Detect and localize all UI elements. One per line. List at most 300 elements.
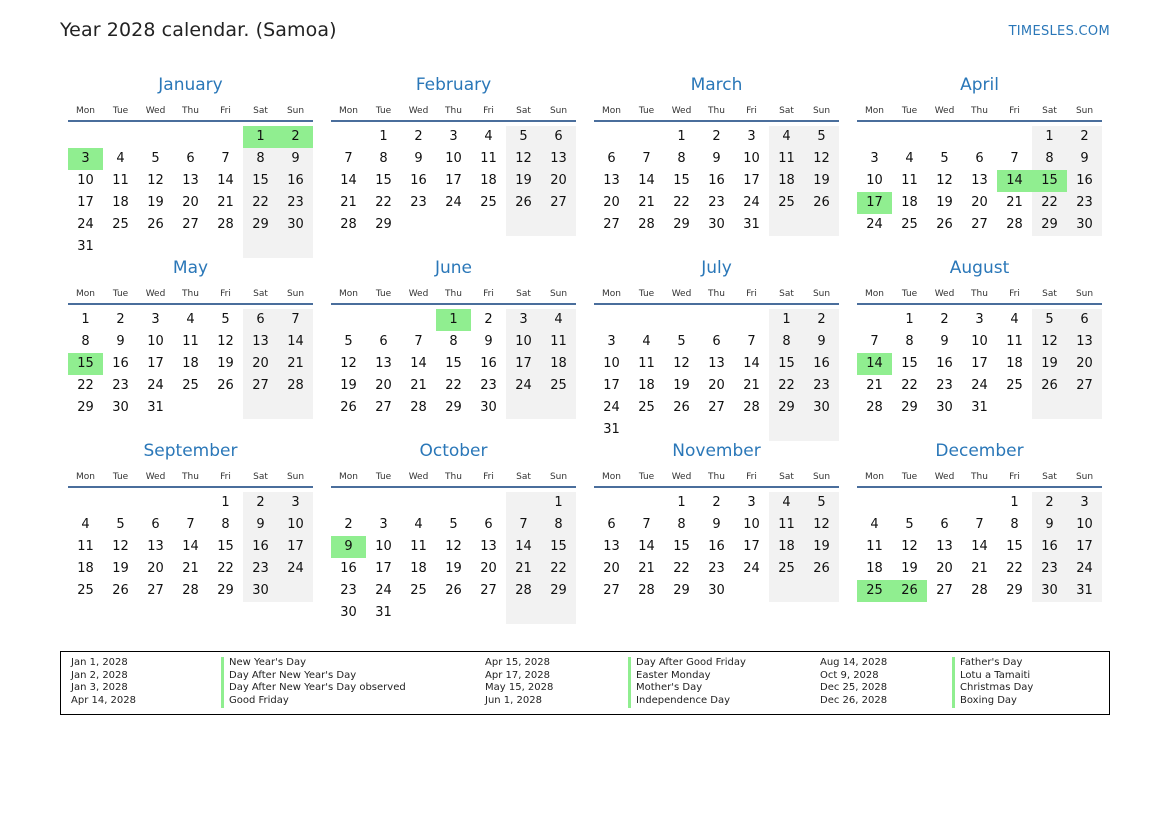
- empty-cell: [138, 126, 173, 148]
- day-cell: 24: [1067, 558, 1102, 580]
- weekday-label: Wed: [671, 106, 692, 116]
- empty-cell: [436, 492, 471, 514]
- day-grid: [68, 126, 313, 258]
- day-cell: 17: [445, 173, 462, 188]
- day-cell: 17: [743, 173, 760, 188]
- empty-cell: [769, 580, 804, 602]
- day-cell: 30: [708, 217, 725, 232]
- day-cell: 9: [1067, 148, 1102, 170]
- day-cell: 24: [506, 375, 541, 397]
- day-cell: 11: [1006, 334, 1023, 349]
- day-cell: 29: [673, 583, 690, 598]
- day-cell: 20: [182, 195, 199, 210]
- day-cell: 1: [541, 492, 576, 514]
- empty-cell: [208, 126, 243, 148]
- weekday-label: Sun: [549, 289, 568, 299]
- month-july: [594, 258, 839, 441]
- month-august: [857, 258, 1102, 441]
- day-cell: 23: [340, 583, 357, 598]
- weekday-label: Fri: [746, 106, 757, 116]
- day-cell: 12: [217, 334, 234, 349]
- day-cell: 17: [1067, 536, 1102, 558]
- day-cell: 10: [506, 331, 541, 353]
- day-cell: 19: [936, 195, 953, 210]
- legend-holiday-name: Day After New Year's Day: [221, 670, 406, 683]
- day-cell: 7: [186, 517, 195, 532]
- day-cell: 27: [541, 192, 576, 214]
- month-name: October: [419, 441, 488, 461]
- day-cell: 20: [147, 561, 164, 576]
- day-grid: [331, 309, 576, 441]
- day-cell: 18: [410, 561, 427, 576]
- weekday-label: Sat: [1042, 472, 1057, 482]
- day-cell: 31: [147, 400, 164, 415]
- month-november: [594, 441, 839, 624]
- empty-cell: [278, 236, 313, 258]
- day-cell: 29: [769, 397, 804, 419]
- weekday-label: Sat: [253, 289, 268, 299]
- empty-cell: [138, 492, 173, 514]
- day-cell: 26: [804, 558, 839, 580]
- holiday-day-cell: 14: [997, 170, 1032, 192]
- empty-cell: [471, 602, 506, 624]
- weekday-header: [331, 284, 576, 305]
- day-cell: 15: [375, 173, 392, 188]
- weekday-label: Mon: [339, 472, 358, 482]
- weekday-label: Wed: [934, 289, 955, 299]
- day-cell: 12: [673, 356, 690, 371]
- day-cell: 24: [375, 583, 392, 598]
- day-cell: 28: [182, 583, 199, 598]
- day-cell: 2: [712, 495, 721, 510]
- weekday-label: Thu: [445, 106, 462, 116]
- day-cell: 4: [769, 126, 804, 148]
- month-june: [331, 258, 576, 441]
- weekday-label: Tue: [901, 472, 918, 482]
- day-cell: 24: [77, 217, 94, 232]
- weekday-label: Mon: [865, 289, 884, 299]
- weekday-label: Thu: [708, 106, 725, 116]
- weekday-label: Tue: [375, 472, 392, 482]
- day-cell: 18: [901, 195, 918, 210]
- day-cell: 30: [480, 400, 497, 415]
- day-grid: [68, 492, 313, 624]
- day-cell: 17: [506, 353, 541, 375]
- weekday-label: Sun: [286, 289, 305, 299]
- day-cell: 10: [743, 517, 760, 532]
- day-cell: 30: [708, 583, 725, 598]
- day-cell: 1: [81, 312, 90, 327]
- day-cell: 19: [217, 356, 234, 371]
- day-cell: 20: [480, 561, 497, 576]
- day-cell: 4: [186, 312, 195, 327]
- day-cell: 6: [541, 126, 576, 148]
- weekday-label: Fri: [1009, 289, 1020, 299]
- empty-cell: [629, 126, 664, 148]
- weekday-label: Wed: [408, 289, 429, 299]
- day-cell: 31: [971, 400, 988, 415]
- day-cell: 18: [769, 536, 804, 558]
- weekday-label: Fri: [483, 289, 494, 299]
- legend-holiday-name: Easter Monday: [628, 670, 746, 683]
- day-cell: 5: [116, 517, 125, 532]
- weekday-label: Thu: [971, 106, 988, 116]
- day-cell: 21: [410, 378, 427, 393]
- empty-cell: [471, 214, 506, 236]
- day-cell: 1: [769, 309, 804, 331]
- day-cell: 9: [712, 151, 721, 166]
- empty-cell: [278, 580, 313, 602]
- holiday-day-cell: 2: [278, 126, 313, 148]
- day-cell: 27: [480, 583, 497, 598]
- day-cell: 7: [414, 334, 423, 349]
- day-cell: 21: [638, 561, 655, 576]
- day-cell: 28: [278, 375, 313, 397]
- day-cell: 17: [278, 536, 313, 558]
- day-cell: 13: [1067, 331, 1102, 353]
- empty-cell: [243, 397, 278, 419]
- day-cell: 5: [344, 334, 353, 349]
- day-cell: 5: [804, 126, 839, 148]
- day-cell: 15: [673, 539, 690, 554]
- day-cell: 26: [673, 400, 690, 415]
- day-cell: 23: [708, 561, 725, 576]
- day-cell: 4: [116, 151, 125, 166]
- day-cell: 5: [677, 334, 686, 349]
- day-cell: 23: [410, 195, 427, 210]
- day-cell: 8: [769, 331, 804, 353]
- day-cell: 22: [77, 378, 94, 393]
- day-cell: 9: [712, 517, 721, 532]
- weekday-label: Fri: [1009, 472, 1020, 482]
- day-cell: 23: [243, 558, 278, 580]
- day-cell: 24: [743, 561, 760, 576]
- day-cell: 12: [901, 539, 918, 554]
- day-cell: 24: [603, 400, 620, 415]
- day-cell: 16: [480, 356, 497, 371]
- weekday-label: Wed: [934, 106, 955, 116]
- day-cell: 27: [243, 375, 278, 397]
- weekday-label: Fri: [746, 472, 757, 482]
- day-cell: 6: [243, 309, 278, 331]
- holiday-day-cell: 9: [331, 536, 366, 558]
- day-cell: 25: [112, 217, 129, 232]
- day-cell: 26: [1032, 375, 1067, 397]
- day-cell: 21: [743, 378, 760, 393]
- day-cell: 27: [603, 217, 620, 232]
- day-cell: 4: [769, 492, 804, 514]
- weekday-label: Wed: [671, 289, 692, 299]
- day-cell: 6: [940, 517, 949, 532]
- day-cell: 6: [975, 151, 984, 166]
- weekday-label: Fri: [1009, 106, 1020, 116]
- weekday-label: Mon: [602, 289, 621, 299]
- month-name: April: [960, 75, 999, 95]
- day-cell: 5: [804, 492, 839, 514]
- weekday-header: [857, 101, 1102, 122]
- weekday-label: Tue: [638, 289, 655, 299]
- day-cell: 30: [112, 400, 129, 415]
- weekday-label: Thu: [971, 289, 988, 299]
- day-cell: 11: [901, 173, 918, 188]
- holiday-day-cell: 14: [857, 353, 892, 375]
- weekday-label: Tue: [375, 106, 392, 116]
- weekday-label: Sun: [1075, 106, 1094, 116]
- legend-holiday-name: Day After Good Friday: [628, 657, 746, 670]
- legend-name-column: [628, 657, 746, 708]
- day-cell: 7: [221, 151, 230, 166]
- weekday-label: Mon: [602, 106, 621, 116]
- day-cell: 20: [936, 561, 953, 576]
- day-cell: 12: [804, 514, 839, 536]
- holiday-day-cell: 17: [857, 192, 892, 214]
- month-name: September: [143, 441, 238, 461]
- day-cell: 18: [638, 378, 655, 393]
- day-cell: 22: [375, 195, 392, 210]
- empty-cell: [401, 492, 436, 514]
- weekday-label: Wed: [934, 472, 955, 482]
- empty-cell: [857, 309, 892, 331]
- weekday-label: Tue: [638, 472, 655, 482]
- day-cell: 20: [375, 378, 392, 393]
- day-cell: 16: [804, 353, 839, 375]
- legend-date: Jan 1, 2028: [71, 657, 128, 668]
- day-cell: 22: [1032, 192, 1067, 214]
- day-cell: 13: [603, 173, 620, 188]
- weekday-header: [68, 467, 313, 488]
- day-cell: 17: [375, 561, 392, 576]
- day-cell: 31: [77, 239, 94, 254]
- day-cell: 20: [1067, 353, 1102, 375]
- empty-cell: [962, 492, 997, 514]
- day-cell: 17: [603, 378, 620, 393]
- day-cell: 18: [541, 353, 576, 375]
- day-cell: 2: [344, 517, 353, 532]
- day-cell: 16: [112, 356, 129, 371]
- day-cell: 13: [603, 539, 620, 554]
- weekday-header: [331, 467, 576, 488]
- day-cell: 30: [1032, 580, 1067, 602]
- empty-cell: [401, 602, 436, 624]
- weekday-label: Wed: [671, 472, 692, 482]
- day-cell: 9: [804, 331, 839, 353]
- empty-cell: [471, 492, 506, 514]
- weekday-header: [68, 284, 313, 305]
- day-cell: 26: [112, 583, 129, 598]
- weekday-header: [857, 467, 1102, 488]
- legend-date: Aug 14, 2028: [820, 657, 888, 668]
- day-cell: 22: [541, 558, 576, 580]
- weekday-label: Sun: [812, 106, 831, 116]
- day-cell: 22: [901, 378, 918, 393]
- weekday-label: Mon: [339, 289, 358, 299]
- legend-holiday-name: Independence Day: [628, 695, 746, 708]
- day-cell: 15: [1006, 539, 1023, 554]
- empty-cell: [173, 126, 208, 148]
- day-cell: 2: [940, 312, 949, 327]
- day-cell: 27: [147, 583, 164, 598]
- weekday-label: Sat: [779, 472, 794, 482]
- day-cell: 28: [506, 580, 541, 602]
- day-cell: 21: [866, 378, 883, 393]
- day-cell: 13: [147, 539, 164, 554]
- day-cell: 1: [379, 129, 388, 144]
- day-cell: 9: [243, 514, 278, 536]
- day-cell: 25: [1006, 378, 1023, 393]
- day-cell: 13: [182, 173, 199, 188]
- holiday-day-cell: 1: [436, 309, 471, 331]
- weekday-label: Tue: [112, 106, 129, 116]
- site-link[interactable]: TIMESLES.COM: [1008, 24, 1110, 39]
- empty-cell: [331, 126, 366, 148]
- day-cell: 10: [375, 539, 392, 554]
- empty-cell: [892, 126, 927, 148]
- day-cell: 21: [278, 353, 313, 375]
- empty-cell: [892, 492, 927, 514]
- day-cell: 31: [743, 217, 760, 232]
- day-cell: 12: [804, 148, 839, 170]
- empty-cell: [506, 214, 541, 236]
- holiday-day-cell: 15: [1032, 170, 1067, 192]
- day-cell: 28: [638, 217, 655, 232]
- day-cell: 25: [77, 583, 94, 598]
- empty-cell: [629, 309, 664, 331]
- empty-cell: [804, 419, 839, 441]
- day-cell: 29: [445, 400, 462, 415]
- day-cell: 26: [936, 217, 953, 232]
- empty-cell: [366, 492, 401, 514]
- day-cell: 17: [743, 539, 760, 554]
- weekday-label: Tue: [901, 106, 918, 116]
- legend-name-column: [221, 657, 406, 708]
- empty-cell: [103, 126, 138, 148]
- day-cell: 31: [375, 605, 392, 620]
- day-grid: [331, 492, 576, 624]
- empty-cell: [243, 236, 278, 258]
- day-cell: 30: [243, 580, 278, 602]
- empty-cell: [997, 126, 1032, 148]
- day-cell: 5: [905, 517, 914, 532]
- day-grid: [594, 492, 839, 624]
- day-cell: 12: [112, 539, 129, 554]
- day-cell: 30: [278, 214, 313, 236]
- empty-cell: [734, 309, 769, 331]
- legend-date: Oct 9, 2028: [820, 669, 879, 681]
- weekday-label: Fri: [746, 289, 757, 299]
- empty-cell: [857, 126, 892, 148]
- day-cell: 24: [743, 195, 760, 210]
- weekday-label: Wed: [408, 106, 429, 116]
- day-cell: 19: [445, 561, 462, 576]
- empty-cell: [541, 214, 576, 236]
- day-cell: 13: [480, 539, 497, 554]
- day-cell: 25: [638, 400, 655, 415]
- day-cell: 28: [743, 400, 760, 415]
- empty-cell: [594, 126, 629, 148]
- empty-cell: [173, 492, 208, 514]
- day-cell: 12: [1032, 331, 1067, 353]
- day-cell: 17: [971, 356, 988, 371]
- day-cell: 25: [769, 558, 804, 580]
- day-cell: 17: [147, 356, 164, 371]
- weekday-label: Sun: [549, 472, 568, 482]
- day-cell: 24: [971, 378, 988, 393]
- day-cell: 27: [182, 217, 199, 232]
- empty-cell: [506, 492, 541, 514]
- weekday-label: Sun: [1075, 472, 1094, 482]
- day-cell: 11: [182, 334, 199, 349]
- day-cell: 15: [445, 356, 462, 371]
- day-cell: 13: [541, 148, 576, 170]
- day-cell: 1: [1010, 495, 1019, 510]
- weekday-label: Fri: [220, 289, 231, 299]
- day-cell: 8: [243, 148, 278, 170]
- day-cell: 20: [541, 170, 576, 192]
- holiday-day-cell: 1: [243, 126, 278, 148]
- empty-cell: [927, 126, 962, 148]
- day-cell: 29: [541, 580, 576, 602]
- day-cell: 11: [410, 539, 427, 554]
- holiday-day-cell: 26: [892, 580, 927, 602]
- weekday-label: Sun: [286, 472, 305, 482]
- legend-holiday-name: Good Friday: [221, 695, 406, 708]
- legend-holiday-name: Lotu a Tamaiti: [952, 670, 1033, 683]
- day-cell: 8: [81, 334, 90, 349]
- day-cell: 23: [708, 195, 725, 210]
- weekday-label: Thu: [445, 472, 462, 482]
- day-cell: 26: [217, 378, 234, 393]
- day-cell: 9: [278, 148, 313, 170]
- day-cell: 8: [1032, 148, 1067, 170]
- weekday-label: Sat: [1042, 106, 1057, 116]
- day-grid: [594, 309, 839, 441]
- day-cell: 3: [870, 151, 879, 166]
- day-cell: 14: [638, 173, 655, 188]
- holiday-legend: [60, 651, 1110, 715]
- empty-cell: [173, 397, 208, 419]
- day-cell: 22: [445, 378, 462, 393]
- day-cell: 19: [112, 561, 129, 576]
- day-cell: 22: [673, 561, 690, 576]
- empty-cell: [278, 397, 313, 419]
- day-cell: 4: [81, 517, 90, 532]
- day-cell: 10: [445, 151, 462, 166]
- day-cell: 29: [1032, 214, 1067, 236]
- day-cell: 22: [217, 561, 234, 576]
- weekday-label: Sun: [812, 289, 831, 299]
- day-cell: 6: [607, 517, 616, 532]
- day-cell: 15: [541, 536, 576, 558]
- day-cell: 16: [1067, 170, 1102, 192]
- empty-cell: [804, 580, 839, 602]
- day-cell: 3: [278, 492, 313, 514]
- day-cell: 18: [182, 356, 199, 371]
- weekday-label: Mon: [76, 472, 95, 482]
- day-cell: 17: [77, 195, 94, 210]
- day-cell: 19: [1032, 353, 1067, 375]
- empty-cell: [138, 236, 173, 258]
- month-name: November: [672, 441, 761, 461]
- empty-cell: [699, 419, 734, 441]
- legend-date-column: [485, 657, 553, 708]
- day-cell: 25: [901, 217, 918, 232]
- day-cell: 23: [480, 378, 497, 393]
- day-cell: 31: [603, 422, 620, 437]
- legend-date: May 15, 2028: [485, 682, 554, 694]
- day-cell: 30: [804, 397, 839, 419]
- day-cell: 11: [77, 539, 94, 554]
- empty-cell: [1032, 397, 1067, 419]
